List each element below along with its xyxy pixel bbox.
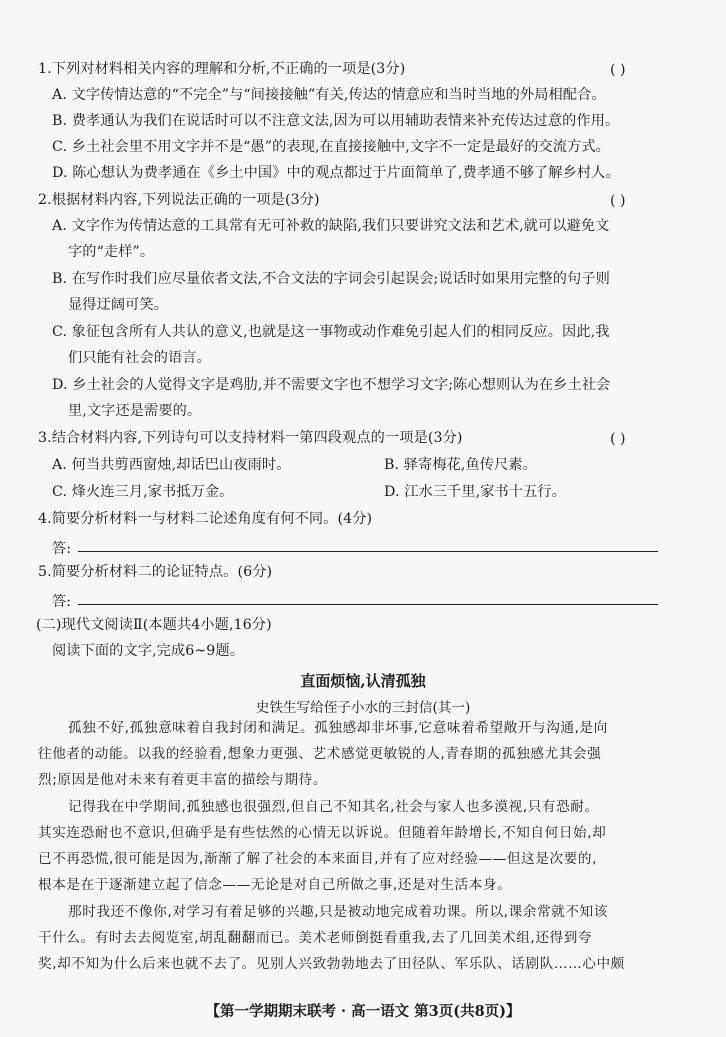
q3-option-c: C. 烽火连三月,家书抵万金。 <box>52 484 234 500</box>
q1-option-b: B. 费孝通认为我们在说话时可以不注意文法,因为可以用辅助表情来补充传达过意的作用。 <box>52 113 620 129</box>
q3-stem: 3.结合材料内容,下列诗句可以支持材料一第四段观点的一项是(3分) <box>38 430 463 446</box>
q2-option-c-line1: C. 象征包含所有人共认的意义,也就是这一事物或动作难免引起人们的相同反应。因此,我 <box>52 324 610 340</box>
article-line: 烈;原因是他对未来有着更丰富的描绘与期待。 <box>38 772 328 788</box>
article-line: 孤独不好,孤独意味着自我封闭和满足。孤独感却非坏事,它意味着希望敞开与沟通,是向 <box>68 720 608 736</box>
q1-option-d: D. 陈心想认为费孝通在《乡土中国》中的观点都过于片面简单了,费孝通不够了解乡村人。 <box>52 165 620 181</box>
q2-option-b-line2: 显得迂阔可笑。 <box>68 297 169 313</box>
q5-answer-label: 答: <box>52 594 71 610</box>
q1-option-c: C. 乡土社会里不用文字并不是“愚”的表现,在直接接触中,文字不一定是最好的交流方式。 <box>52 139 610 155</box>
q2-option-d-line1: D. 乡土社会的人觉得文字是鸡肋,并不需要文字也不想学习文字;陈心想则认为在乡土社会 <box>52 377 611 393</box>
q4-answer-line[interactable] <box>78 551 658 552</box>
q3-option-b: B. 驿寄梅花,鱼传尺素。 <box>384 457 537 473</box>
q3-option-d: D. 江水三千里,家书十五行。 <box>384 484 566 500</box>
q3-answer-paren[interactable]: ( ) <box>610 431 626 447</box>
q5-stem: 5.简要分析材料二的论证特点。(6分) <box>38 564 273 580</box>
q4-stem: 4.简要分析材料一与材料二论述角度有何不同。(4分) <box>38 511 373 527</box>
article-line: 那时我还不像你,对学习有着足够的兴趣,只是被动地完成着功课。所以,课余常就不知该 <box>68 904 608 920</box>
article-line: 记得我在中学期间,孤独感也很强烈,但自己不知其名,社会与家人也多漠视,只有恐耐。 <box>68 799 599 815</box>
section-heading: (二)现代文阅读Ⅱ(本题共4小题,16分) <box>36 617 272 633</box>
q2-option-c-line2: 们只能有社会的语言。 <box>68 350 211 366</box>
article-line: 往他者的动能。以我的经验看,想象力更强、艺术感觉更敏锐的人,青春期的孤独感尤其会强 <box>38 746 602 762</box>
article-line: 根本是在于逐渐建立起了信念——无论是对自己所做之事,还是对生活本身。 <box>38 877 512 893</box>
q2-answer-paren[interactable]: ( ) <box>610 193 626 209</box>
q3-option-a: A. 何当共剪西窗烛,却话巴山夜雨时。 <box>52 457 291 473</box>
section-instruction: 阅读下面的文字,完成6~9题。 <box>52 643 245 659</box>
article-title: 直面烦恼,认清孤独 <box>300 672 426 690</box>
q5-answer-line[interactable] <box>78 604 658 605</box>
q1-option-a: A. 文字传情达意的“不完全”与“间接接触”有关,传达的情意应和当时当地的外局相配合。 <box>52 87 606 103</box>
q4-answer-label: 答: <box>52 541 71 557</box>
q2-option-a-line1: A. 文字作为传情达意的工具常有无可补救的缺陷,我们只要讲究文法和艺术,就可以避免文 <box>52 218 610 234</box>
q2-option-d-line2: 里,文字还是需要的。 <box>68 403 202 419</box>
article-line: 其实连恐耐也不意识,但确乎是有些怯然的心情无以诉说。但随着年龄增长,不知自何日始,却 <box>38 825 607 841</box>
article-line: 干什么。有时去去阅览室,胡乱翻翻而已。美术老师倒挺看重我,去了几回美术组,还得到夸 <box>38 930 593 946</box>
q2-option-a-line2: 字的“走样”。 <box>68 244 155 260</box>
q2-stem: 2.根据材料内容,下列说法正确的一项是(3分) <box>38 192 320 208</box>
q1-answer-paren[interactable]: ( ) <box>610 62 626 78</box>
page-footer: 【第一学期期末联考 · 高一语文 第3页(共8页)】 <box>205 1003 521 1020</box>
article-subtitle: 史铁生写给侄子小水的三封信(其一) <box>255 700 471 716</box>
article-line: 已不再恐慌,很可能是因为,渐渐了解了社会的本来面目,并有了应对经验——但这是次要的, <box>38 851 598 867</box>
q2-option-b-line1: B. 在写作时我们应尽量依者文法,不合文法的字词会引起误会;说话时如果用完整的句子则 <box>52 271 610 287</box>
article-line: 奖,却不知为什么后来也就不去了。见别人兴致勃勃地去了田径队、军乐队、话剧队……心中颇 <box>38 956 625 972</box>
q1-stem: 1.下列对材料相关内容的理解和分析,不正确的一项是(3分) <box>38 61 406 77</box>
